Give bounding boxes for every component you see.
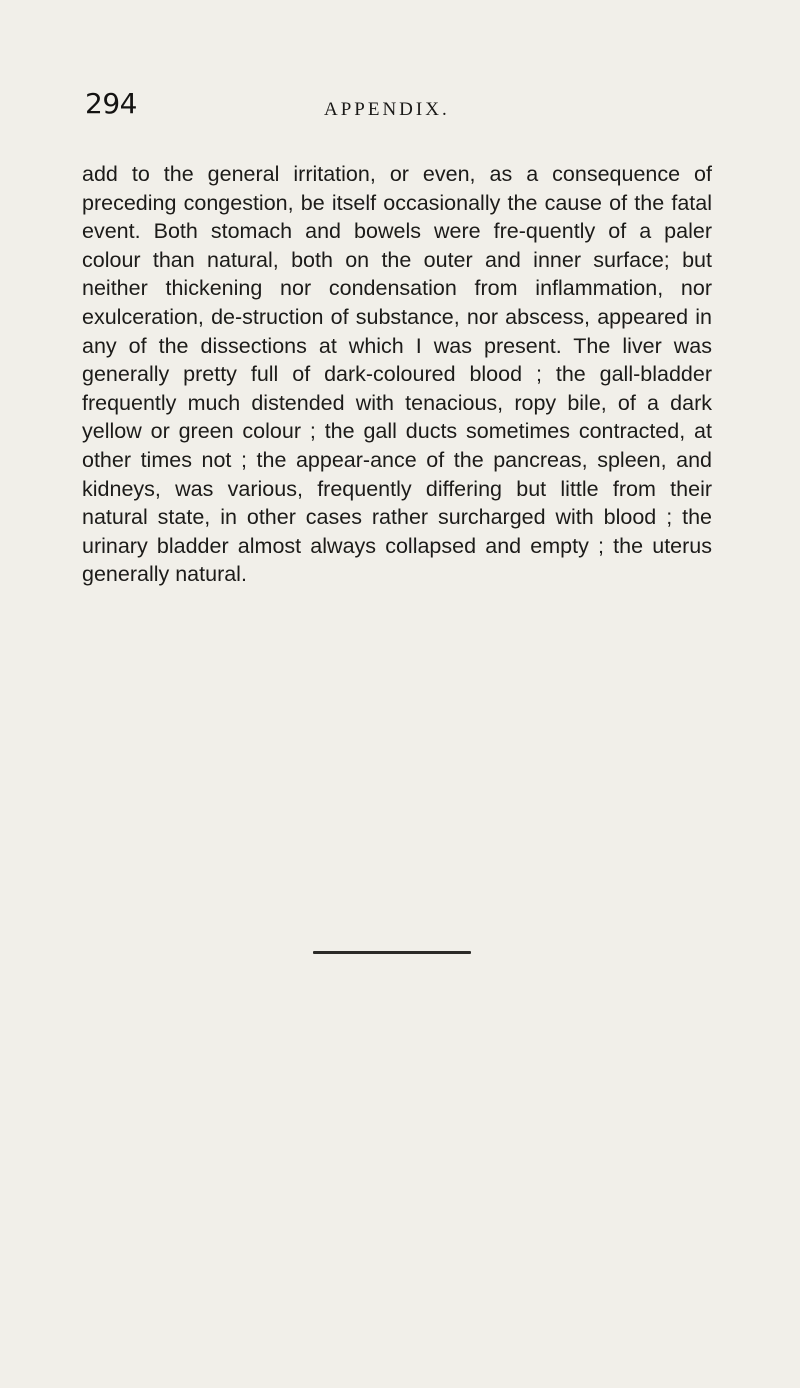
page-number: 294 xyxy=(85,87,137,120)
running-head: APPENDIX. xyxy=(324,99,450,120)
section-end-rule xyxy=(313,951,471,954)
body-paragraph: add to the general irritation, or even, as a consequence of preceding congestion, be itself occasionally the cause of the fatal event. Both stomach and bowels were fre-quently of a paler colour than natural, both on the outer and inner surface; but neither thickening nor condensation from inflammation, nor exulceration, de-struction of substance, nor abscess, appeared in any of the dissections at which I was present. The liver was generally pretty full of dark-coloured blood ; the gall-bladder frequently much distended with tenacious, ropy bile, of a dark yellow or green colour ; the gall ducts sometimes contracted, at other times not ; the appear-ance of the pancreas, spleen, and kidneys, was various, frequently differing but little from their natural state, in other cases rather surcharged with blood ; the urinary bladder almost always collapsed and empty ; the uterus generally natural. xyxy=(82,162,712,587)
